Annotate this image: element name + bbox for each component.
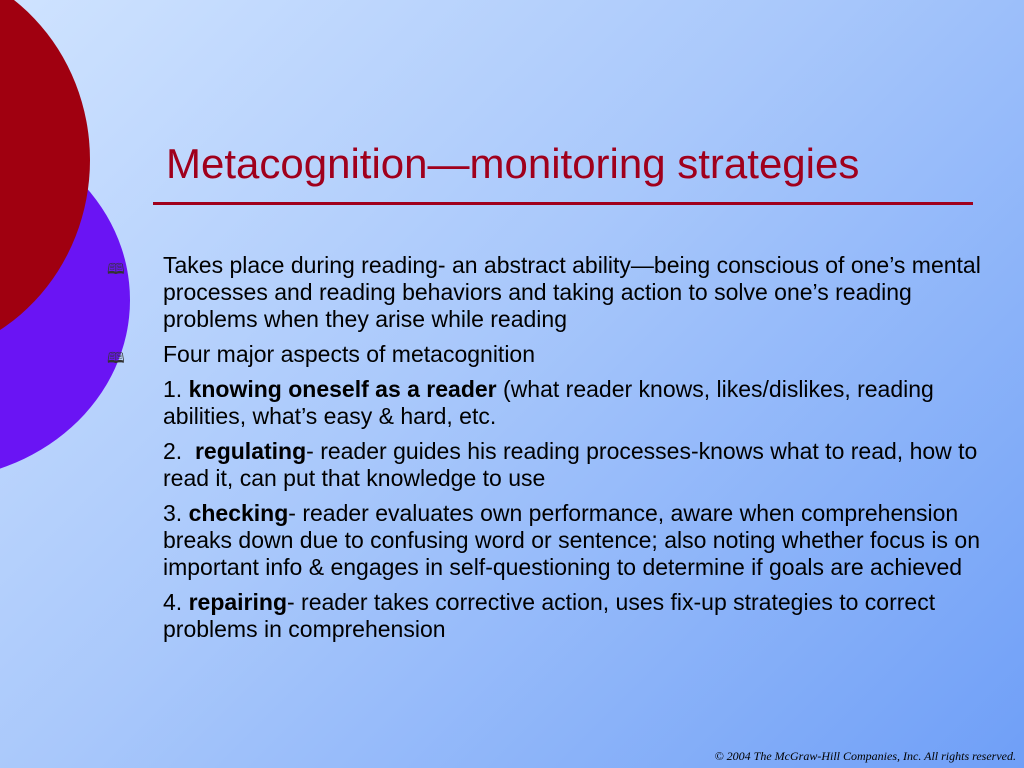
bullet-item [107,252,993,333]
aspect-item-regulating [163,438,993,492]
bullet-item [107,341,993,368]
aspect-number: 4. [163,589,189,615]
aspect-item-checking [163,500,993,581]
aspect-term: regulating [194,438,307,464]
aspect-description: - reader guides his reading processes-knows what to read, how to read it, can put that knowledge to use [163,438,978,491]
book-icon: 🕮 [107,260,125,278]
bullet-text: Takes place during reading- an abstract ability—being conscious of one’s mental processes and reading behaviors and taking action to solve one’s reading problems when they arise while reading [163,252,981,332]
aspect-item-knowing [163,376,993,430]
aspect-number: 3. [163,500,189,526]
aspect-item-repairing [163,589,993,643]
slide-title: Metacognition—monitoring strategies [166,140,860,187]
aspect-term: repairing [188,589,287,615]
aspect-number: 2. [163,438,195,464]
title-underline [153,202,973,205]
aspect-description: - reader evaluates own performance, aware when comprehension breaks down due to confusing word or sentence; also noting whether focus is on important info & engages in self-questioning to determine if goals are achieved [163,500,980,580]
aspect-term: checking [188,500,289,526]
aspect-number: 1. [163,376,189,402]
aspect-description: (what reader knows, likes/dislikes, reading abilities, what’s easy & hard, etc. [163,376,934,429]
aspect-term: knowing oneself as a reader [188,376,497,402]
copyright-footer: © 2004 The McGraw-Hill Companies, Inc. All rights reserved. [714,749,1016,763]
bullet-text: Four major aspects of metacognition [163,341,536,367]
slide-body [107,252,993,651]
book-icon: 🕮 [107,349,125,367]
aspect-description: - reader takes corrective action, uses fix-up strategies to correct problems in comprehension [163,589,936,642]
